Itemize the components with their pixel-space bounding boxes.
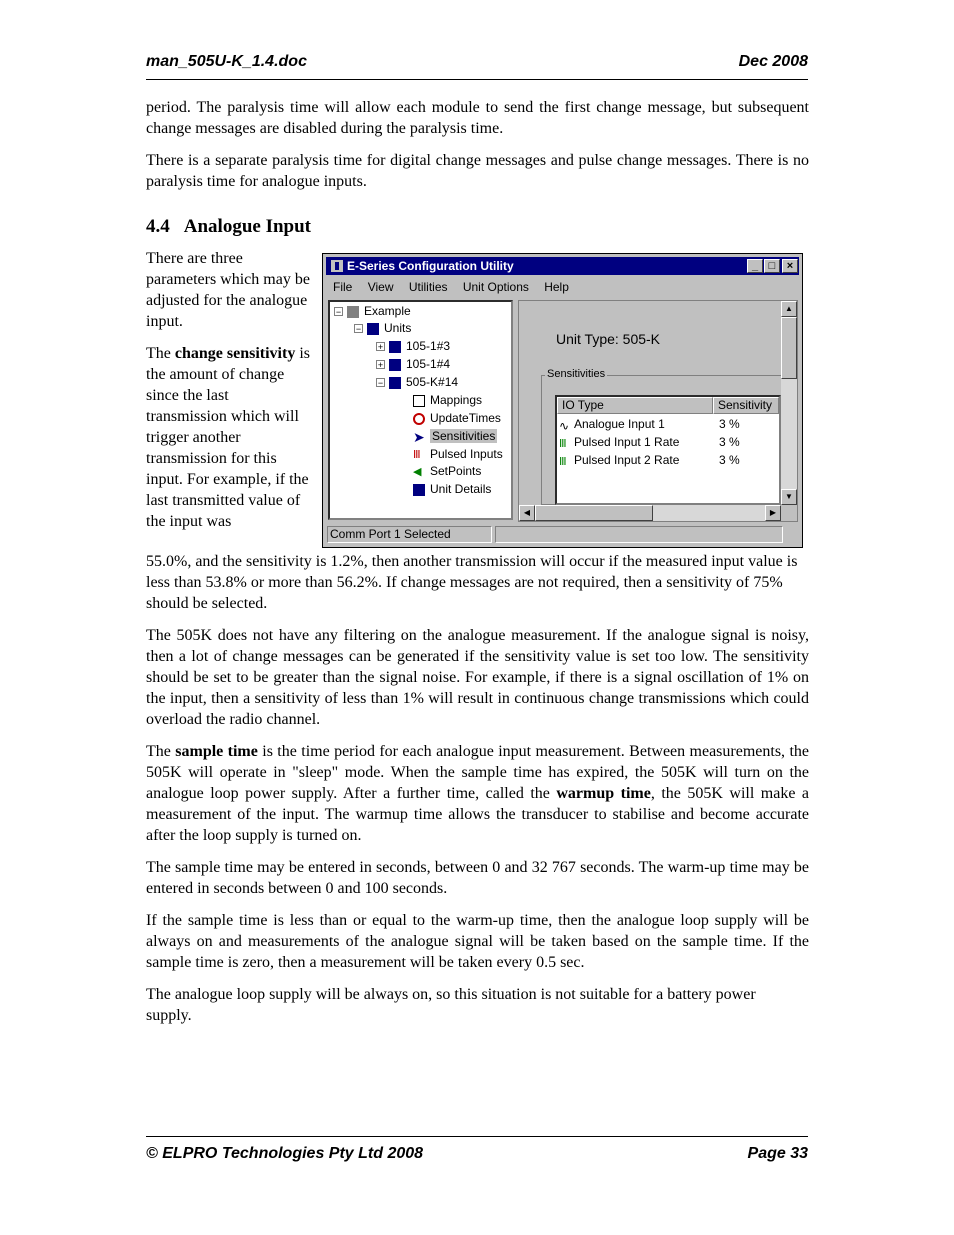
scroll-left-icon[interactable]: ◀ <box>519 505 535 521</box>
tree-label: Units <box>384 321 412 335</box>
tree-label: Example <box>364 304 411 318</box>
column-io-type[interactable]: IO Type <box>557 397 713 414</box>
tree-label: 105-1#4 <box>406 357 451 371</box>
paragraph-text: The analogue loop supply will be always on, so this situation is not suitable for a battery power supply. <box>146 986 756 1024</box>
sensitivity-list <box>555 395 781 505</box>
paragraph-text: period. The paralysis time will allow each module to send the first change message, but subsequent change messages are disabled during the paralysis time. <box>146 99 809 137</box>
menu-bar <box>333 280 581 298</box>
wave-icon: ∿ <box>559 418 570 433</box>
io-type: Pulsed Input 1 Rate <box>574 435 680 449</box>
paragraph-text: There are three parameters which may be adjusted for the analogue input. <box>146 250 310 330</box>
app-icon <box>331 260 343 272</box>
list-row[interactable] <box>559 435 740 450</box>
unit-icon <box>389 359 401 371</box>
text-run: is the amount of change since the last transmission which will trigger another transmission for this input. For example, if the last transmitted value of the input was <box>146 345 310 530</box>
tree-label: 505-K#14 <box>406 375 459 389</box>
pulse-icon: Ⅲ <box>413 448 421 461</box>
horizontal-scrollbar[interactable] <box>519 505 781 521</box>
maximize-button[interactable]: □ <box>764 259 780 273</box>
paragraph <box>146 97 809 139</box>
side-paragraph <box>146 248 311 332</box>
scroll-up-icon[interactable]: ▲ <box>781 301 797 317</box>
paragraph <box>146 857 809 899</box>
sensitivity-value: 3 % <box>719 453 740 467</box>
scroll-thumb[interactable] <box>535 505 653 521</box>
scroll-down-icon[interactable]: ▼ <box>781 489 797 505</box>
paragraph <box>146 625 809 730</box>
list-row[interactable] <box>559 453 740 468</box>
group-label: Sensitivities <box>547 368 606 380</box>
term-warmup-time: warmup time <box>556 785 651 802</box>
close-button[interactable]: × <box>782 259 798 273</box>
page-number: Page 33 <box>747 1145 808 1162</box>
menu-help[interactable]: Help <box>544 280 569 294</box>
tree-item-unit[interactable] <box>376 375 458 389</box>
unit-icon <box>389 341 401 353</box>
unit-icon <box>389 377 401 389</box>
tree-item-unit-details[interactable] <box>413 482 491 496</box>
section-title: Analogue Input <box>183 216 311 237</box>
list-row[interactable] <box>559 417 740 433</box>
config-utility-window <box>322 253 803 548</box>
status-bar: Comm Port 1 Selected <box>327 526 492 543</box>
paragraph <box>146 551 809 614</box>
tree-item-units[interactable] <box>354 321 411 335</box>
collapse-icon[interactable]: − <box>335 307 342 318</box>
tree-item-sensitivities[interactable] <box>413 429 497 443</box>
tree-label: UpdateTimes <box>430 411 501 425</box>
unit-type-label: Unit Type: 505-K <box>556 331 661 347</box>
tree-label: Pulsed Inputs <box>430 447 503 461</box>
page-footer <box>146 1136 808 1163</box>
network-icon <box>347 306 359 318</box>
pulse-icon: Ⅲ <box>559 455 567 468</box>
collapse-icon[interactable]: − <box>377 378 384 389</box>
status-bar-panel <box>495 526 783 543</box>
tree-item-unit[interactable] <box>376 357 450 371</box>
paragraph-text: The 505K does not have any filtering on the analogue measurement. If the analogue signal is noisy, then a lot of change messages can be generated if the sensitivity value is set too low. The sensitivity should be set to be greater than the signal noise. For example, if there is a signal oscillation of 1% on the input, then a sensitivity of less than 1% will result in continuous change transmissions which could overload the radio channel. <box>146 627 809 728</box>
tree-item-updatetimes[interactable] <box>413 411 501 425</box>
tree-label: Unit Details <box>430 482 492 496</box>
paragraph <box>146 984 776 1026</box>
collapse-icon[interactable]: − <box>355 324 362 335</box>
mappings-icon <box>413 395 425 407</box>
scroll-thumb[interactable] <box>781 317 797 379</box>
window-title: E-Series Configuration Utility <box>347 259 514 273</box>
side-paragraph <box>146 343 311 532</box>
tree-label: Mappings <box>430 393 483 407</box>
io-type: Pulsed Input 2 Rate <box>574 453 680 467</box>
menu-utilities[interactable]: Utilities <box>408 280 448 294</box>
term-sample-time: sample time <box>175 743 258 760</box>
tree-item-example[interactable] <box>334 304 411 318</box>
footer-company: ELPRO Technologies Pty Ltd 2008 <box>162 1145 424 1162</box>
copyright-symbol: © <box>146 1145 158 1162</box>
section-heading <box>146 216 311 238</box>
page-header <box>146 53 808 80</box>
tree-item-mappings[interactable] <box>413 393 482 407</box>
paragraph-text: 55.0%, and the sensitivity is 1.2%, then another transmission will occur if the measured input value is less than 53.8% or more than 56.2%. If change messages are not required, then a sensitivity of 75% should be selected. <box>146 553 798 612</box>
tree-item-unit[interactable] <box>376 339 450 353</box>
paragraph <box>146 910 809 973</box>
tree-label: Sensitivities <box>432 429 496 443</box>
setpoint-icon: ◀ <box>413 465 422 478</box>
tree-item-setpoints[interactable] <box>413 464 481 478</box>
menu-unit-options[interactable]: Unit Options <box>462 280 529 294</box>
paragraph-text: There is a separate paralysis time for digital change messages and pulse change messages. There is no paralysis time for analogue inputs. <box>146 152 809 190</box>
tree-label: SetPoints <box>430 464 482 478</box>
expand-icon[interactable]: + <box>377 360 384 371</box>
tree-label: 105-1#3 <box>406 339 451 353</box>
text-run: is the time period for each analogue input measurement. Between measurements, the 505K will operate in "sleep" mode. When the sample time has expired, the 505K will turn on the analogue loop power supply. After a further time, called the <box>146 743 809 802</box>
paragraph-text <box>146 343 311 532</box>
sensitivity-value: 3 % <box>719 417 740 431</box>
menu-view[interactable]: View <box>367 280 394 294</box>
document-name: man_505U-K_1.4.doc <box>146 53 307 70</box>
sensitivity-value: 3 % <box>719 435 740 449</box>
clock-icon <box>413 413 425 425</box>
document-date: Dec 2008 <box>738 53 808 70</box>
text-run: , the 505K will make a measurement of the input. The warmup time allows the transducer to stabilise and become accurate after the loop supply is turned on. <box>146 785 810 844</box>
paragraph <box>146 741 809 846</box>
minimize-button[interactable]: _ <box>747 259 763 273</box>
expand-icon[interactable]: + <box>377 342 384 353</box>
menu-file[interactable]: File <box>333 280 353 294</box>
column-sensitivity[interactable]: Sensitivity <box>713 397 779 414</box>
vertical-scrollbar[interactable] <box>781 301 797 505</box>
paragraph-text: The sample time may be entered in seconds, between 0 and 32 767 seconds. The warm-up time may be entered in seconds between 0 and 100 seconds. <box>146 859 809 897</box>
text-run: The <box>146 345 175 362</box>
detail-pane <box>518 300 798 522</box>
paragraph-text: If the sample time is less than or equal to the warm-up time, then the analogue loop supply will be always on and measurements of the analogue signal will be taken based on the sample time. If the sample time is zero, then a measurement will be taken every 0.5 sec. <box>146 912 809 971</box>
term-change-sensitivity: change sensitivity <box>174 345 296 362</box>
tree-item-pulsed-inputs[interactable] <box>413 447 503 461</box>
section-number: 4.4 <box>146 216 170 237</box>
io-type: Analogue Input 1 <box>574 417 665 431</box>
window-titlebar <box>326 257 799 275</box>
pulse-icon: Ⅲ <box>559 437 567 450</box>
unit-icon <box>413 484 425 496</box>
scroll-right-icon[interactable]: ▶ <box>765 505 781 521</box>
text-run: The <box>146 743 176 760</box>
unit-icon <box>367 323 379 335</box>
paragraph <box>146 150 809 192</box>
tree-view <box>328 300 513 520</box>
arrow-icon: ➤ <box>413 428 425 445</box>
paragraph-text <box>146 741 809 846</box>
